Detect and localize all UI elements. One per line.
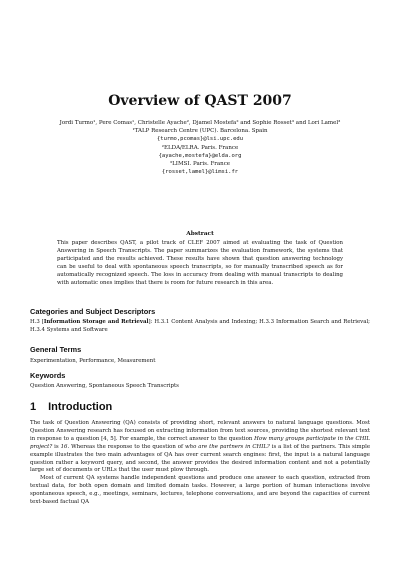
categories-text <box>30 319 370 335</box>
intro-text-d: is a list of the partners. This simple example illustrates the two main advantages of QA has over current search engines: first, the input is a natural language question rather a keyword query, and second, the answer provides the desired information content and not a potentially large set of documents or URLs that the user must plow through. <box>30 443 371 474</box>
abstract-heading: Abstract <box>186 231 214 237</box>
intro-question-2: who are the partners in CHIL? <box>184 443 270 450</box>
intro-question-1: How many groups participate in the CHIL project? <box>30 435 370 450</box>
intro-text-b: is <box>52 443 61 450</box>
intro-answer: 16 <box>60 443 68 450</box>
keywords-text: Question Answering, Spontaneous Speech Transcripts <box>30 383 179 389</box>
keywords-heading: Keywords <box>30 371 66 380</box>
intro-text-a: The task of Question Answering (QA) consists of providing short, relevant answers to natural language questions. Most Question Answering research has focused on extracting information from text sources, providing the shortest relevant text in response to a question [4, 5]. For example, the correct answer to the question <box>30 420 370 442</box>
categories-bold: Information Storage and Retrieval <box>43 319 149 325</box>
affiliation-3: ³LIMSI. Paris. France <box>169 161 231 168</box>
email-1: {turmo,pcomas}@lsi.upc.edu <box>156 136 244 143</box>
categories-rest: ]: H.3.1 Content Analysis and Indexing; H.3.3 Information Search and Retrieval; H.3.4 Systems and Software <box>30 319 370 333</box>
intro-text-c: . Whereas the response to the question of <box>67 443 185 450</box>
affiliation-2: ²ELDA/ELRA. Paris. France <box>161 144 239 151</box>
categories-prefix: H.3 [ <box>30 319 44 325</box>
email-2: {ayache,mostefa}@elda.org <box>158 152 242 159</box>
abstract-text: This paper describes QAST, a pilot track of CLEF 2007 aimed at evaluating the task of Question Answering in Speech Transcripts. The paper summarizes the evaluation framework, the systems that participated and the results achieved. These results have shown that question answering technology can be useful to deal with spontaneous speech transcripts, so for manually transcribed speech as for automatically recognized speech. The loss in accuracy from dealing with manual transcripts to dealing with automatic ones implies that there is room for future research in this area. <box>57 240 343 286</box>
author-block <box>30 119 370 176</box>
email-3: {rosset,lamel}@limsi.fr <box>161 169 239 176</box>
paper-title: Overview of QAST 2007 <box>108 93 292 109</box>
affiliation-1: ¹TALP Research Centre (UPC). Barcelona. Spain <box>132 128 268 135</box>
author-list: Jordi Turmo¹, Pere Comas¹, Christelle Ayache², Djamel Mostefa² and Sophie Rosset³ and Lori Lamel³ <box>59 120 341 126</box>
categories-heading: Categories and Subject Descriptors <box>30 307 156 316</box>
introduction-heading <box>30 401 112 413</box>
general-terms-text: Experimentation, Performance, Measurement <box>30 358 156 364</box>
introduction-body <box>30 420 370 507</box>
section-number: 1 <box>30 401 37 413</box>
intro-paragraph-1 <box>30 420 370 475</box>
general-terms-heading: General Terms <box>30 345 82 354</box>
intro-paragraph-2: Most of current QA systems handle independent questions and produce one answer to each question, extracted from textual data, for both open domain and limited domain tasks. However, a large portion of human interactions involve spontaneous speech, e.g., meetings, seminars, lectures, telephone conversations, and are beyond the capacities of current text-based factual QA <box>30 475 370 506</box>
section-title: Introduction <box>48 401 113 413</box>
